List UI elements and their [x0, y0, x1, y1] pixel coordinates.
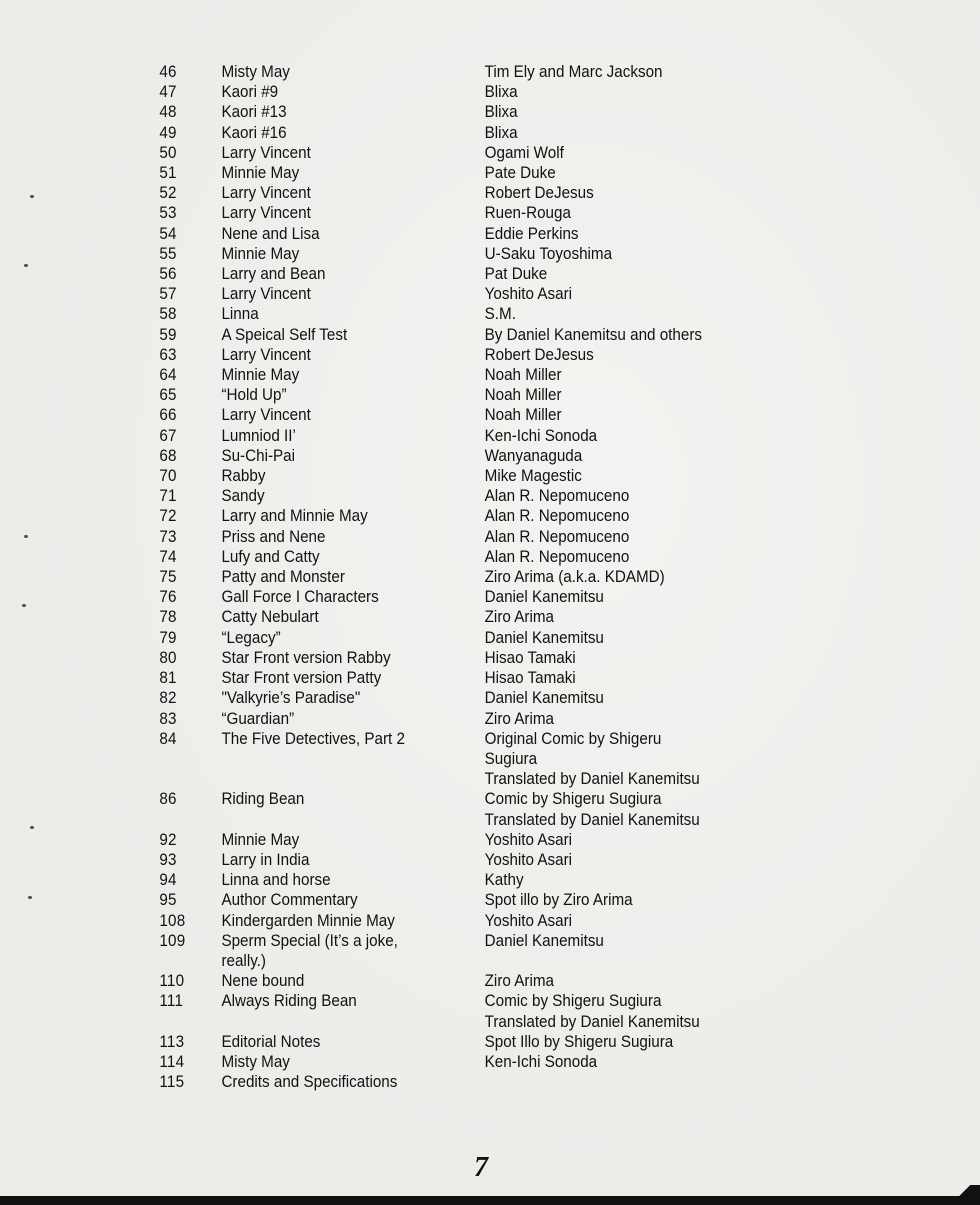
entry-page-number: 93: [159, 850, 177, 869]
entry-credit: Alan R. Nepomuceno: [484, 527, 630, 546]
entry-title: Star Front version Rabby: [221, 648, 391, 667]
entry-credit: Ziro Arima: [484, 709, 554, 728]
entry-page-number: 78: [159, 608, 177, 627]
toc-entry: [150, 628, 789, 648]
entry-credit: U-Saku Toyoshima: [484, 244, 613, 263]
entry-title: Kaori #13: [221, 103, 287, 122]
entry-credit: Pat Duke: [484, 265, 548, 284]
entry-credit: Noah Miller: [484, 406, 562, 425]
entry-page-number: 71: [159, 487, 177, 506]
entry-page-number: 72: [159, 507, 177, 526]
entry-page-number: 52: [159, 184, 177, 203]
toc-entry: [150, 224, 789, 244]
toc-entry: [150, 850, 789, 870]
entry-title: Sperm Special (It’s a joke, really.): [221, 931, 398, 970]
entry-page-number: 111: [159, 992, 184, 1011]
entry-title: Nene and Lisa: [221, 224, 320, 243]
entry-credit: Wanyanaguda: [484, 446, 583, 465]
entry-credit: Daniel Kanemitsu: [484, 689, 604, 708]
entry-page-number: 54: [159, 224, 177, 243]
entry-credit: Ogami Wolf: [484, 143, 564, 162]
toc-entry: [150, 82, 789, 102]
entry-page-number: 55: [159, 244, 177, 263]
entry-page-number: 109: [159, 931, 186, 950]
entry-credit: Hisao Tamaki: [484, 669, 576, 688]
entry-credit: Yoshito Asari: [484, 285, 573, 304]
toc-entry: [150, 426, 789, 446]
entry-page-number: 63: [159, 345, 177, 364]
toc-entry: [150, 789, 789, 829]
entry-page-number: 66: [159, 406, 177, 425]
entry-title: “Guardian”: [221, 709, 295, 728]
toc-entry: [150, 527, 789, 547]
entry-page-number: 49: [159, 123, 177, 142]
toc-entry: [150, 870, 789, 890]
toc-entry: [150, 911, 789, 931]
toc-entry: [150, 102, 789, 122]
entry-title: Patty and Monster: [221, 568, 345, 587]
entry-page-number: 65: [159, 386, 177, 405]
entry-page-number: 76: [159, 588, 177, 607]
entry-credit: Hisao Tamaki: [484, 648, 576, 667]
entry-credit: Daniel Kanemitsu: [484, 931, 604, 950]
entry-title: Linna: [221, 305, 259, 324]
entry-credit: Ziro Arima: [484, 972, 554, 991]
entry-credit: Yoshito Asari: [484, 830, 573, 849]
entry-page-number: 47: [159, 83, 177, 102]
entry-page-number: 82: [159, 689, 177, 708]
toc-entry: [150, 1072, 789, 1092]
entry-credit: Blixa: [484, 123, 518, 142]
toc-entry: [150, 709, 789, 729]
entry-credit: Kathy: [484, 871, 524, 890]
entry-page-number: 68: [159, 446, 177, 465]
toc-entry: [150, 405, 789, 425]
entry-credit: Blixa: [484, 83, 518, 102]
scan-speck: [22, 604, 26, 607]
entry-credit: Ziro Arima: [484, 608, 554, 627]
entry-title: Misty May: [221, 63, 290, 81]
scan-speck: [30, 195, 34, 198]
toc-entry: [150, 668, 789, 688]
entry-title: Minnie May: [221, 164, 300, 183]
entry-credit: Alan R. Nepomuceno: [484, 487, 630, 506]
entry-credit: Daniel Kanemitsu: [484, 628, 604, 647]
toc-entry: [150, 304, 789, 324]
entry-title: Larry in India: [221, 850, 310, 869]
entry-title: Larry and Bean: [221, 265, 326, 284]
scan-speck: [28, 896, 32, 899]
toc-entry: [150, 729, 789, 790]
entry-title: Kaori #9: [221, 83, 279, 102]
entry-credit: Pate Duke: [484, 164, 556, 183]
entry-page-number: 80: [159, 648, 177, 667]
entry-page-number: 114: [159, 1052, 185, 1071]
entry-title: Author Commentary: [221, 891, 358, 910]
entry-page-number: 59: [159, 325, 177, 344]
toc-entry: [150, 244, 789, 264]
entry-page-number: 56: [159, 265, 177, 284]
entry-title: "Valkyrie’s Paradise": [221, 689, 361, 708]
table-of-contents: [150, 62, 830, 1092]
entry-credit: By Daniel Kanemitsu and others: [484, 325, 703, 344]
entry-credit: Eddie Perkins: [484, 224, 579, 243]
toc-entry: [150, 163, 789, 183]
entry-page-number: 79: [159, 628, 177, 647]
toc-entry: [150, 547, 789, 567]
entry-page-number: 113: [159, 1032, 185, 1051]
toc-entry: [150, 143, 789, 163]
entry-title: Kaori #16: [221, 123, 287, 142]
toc-entry: [150, 385, 789, 405]
scan-corner-shadow: [950, 1185, 980, 1205]
entry-title: Minnie May: [221, 830, 300, 849]
entry-credit: Yoshito Asari: [484, 850, 573, 869]
entry-title: “Hold Up”: [221, 386, 287, 405]
toc-entry: [150, 365, 789, 385]
entry-title: Larry Vincent: [221, 285, 311, 304]
toc-entry: [150, 1052, 789, 1072]
toc-entry: [150, 991, 789, 1031]
entry-title: Always Riding Bean: [221, 992, 357, 1011]
toc-entry: [150, 123, 789, 143]
entry-title: Su-Chi-Pai: [221, 446, 296, 465]
toc-entry: [150, 1032, 789, 1052]
entry-title: Linna and horse: [221, 871, 331, 890]
toc-entry: [150, 62, 789, 82]
entry-page-number: 108: [159, 911, 186, 930]
entry-credit: Alan R. Nepomuceno: [484, 507, 630, 526]
entry-credit: Spot illo by Ziro Arima: [484, 891, 633, 910]
toc-entry: [150, 931, 789, 971]
entry-page-number: 86: [159, 790, 177, 809]
entry-title: Rabby: [221, 467, 266, 486]
toc-entry: [150, 183, 789, 203]
entry-credit: Yoshito Asari: [484, 911, 573, 930]
entry-page-number: 110: [159, 972, 185, 991]
entry-title: Larry Vincent: [221, 204, 311, 223]
toc-entry: [150, 830, 789, 850]
entry-title: Larry Vincent: [221, 345, 311, 364]
entry-page-number: 83: [159, 709, 177, 728]
entry-title: Misty May: [221, 1052, 290, 1071]
toc-entry: [150, 284, 789, 304]
entry-credit: Ken-Ichi Sonoda: [484, 426, 598, 445]
entry-page-number: 84: [159, 729, 177, 748]
entry-credit: Ziro Arima (a.k.a. KDAMD): [484, 568, 665, 587]
entry-title: A Speical Self Test: [221, 325, 348, 344]
entry-title: Larry Vincent: [221, 406, 311, 425]
entry-title: Catty Nebulart: [221, 608, 319, 627]
entry-page-number: 115: [159, 1073, 185, 1092]
entry-title: Lufy and Catty: [221, 547, 320, 566]
entry-page-number: 70: [159, 467, 177, 486]
entry-title: Nene bound: [221, 972, 305, 991]
toc-entry: [150, 587, 789, 607]
entry-page-number: 81: [159, 669, 177, 688]
page-number: 7: [474, 1152, 488, 1183]
entry-credit: Alan R. Nepomuceno: [484, 547, 630, 566]
toc-entry: [150, 203, 789, 223]
entry-title: Lumniod II’: [221, 426, 296, 445]
entry-page-number: 50: [159, 143, 177, 162]
entry-credit: Comic by Shigeru Sugiura Translated by Daniel Kanemitsu: [484, 790, 700, 829]
toc-entry: [150, 688, 789, 708]
toc-entry: [150, 506, 789, 526]
entry-credit: Ken-Ichi Sonoda: [484, 1052, 598, 1071]
entry-credit: Original Comic by Shigeru Sugiura Translated by Daniel Kanemitsu: [484, 729, 700, 789]
toc-entry: [150, 567, 789, 587]
scan-speck: [24, 535, 28, 538]
toc-entry: [150, 971, 789, 991]
entry-page-number: 75: [159, 568, 177, 587]
entry-credit: Noah Miller: [484, 366, 562, 385]
entry-page-number: 58: [159, 305, 177, 324]
toc-entry: [150, 486, 789, 506]
entry-title: Larry and Minnie May: [221, 507, 368, 526]
toc-entry: [150, 446, 789, 466]
entry-title: Minnie May: [221, 366, 300, 385]
entry-credit: Blixa: [484, 103, 518, 122]
entry-page-number: 74: [159, 547, 177, 566]
entry-page-number: 51: [159, 164, 177, 183]
entry-title: Riding Bean: [221, 790, 305, 809]
entry-credit: Tim Ely and Marc Jackson: [484, 63, 663, 81]
entry-page-number: 92: [159, 830, 177, 849]
entry-title: The Five Detectives, Part 2: [221, 729, 405, 748]
entry-title: Larry Vincent: [221, 143, 311, 162]
entry-credit: Robert DeJesus: [484, 345, 594, 364]
entry-title: Credits and Specifications: [221, 1073, 398, 1092]
toc-entry: [150, 890, 789, 910]
scan-speck: [30, 826, 34, 829]
entry-credit: Robert DeJesus: [484, 184, 594, 203]
toc-entry: [150, 264, 789, 284]
entry-credit: Comic by Shigeru Sugiura Translated by Daniel Kanemitsu: [484, 992, 700, 1031]
scan-speck: [24, 264, 28, 267]
entry-title: Star Front version Patty: [221, 669, 382, 688]
entry-page-number: 53: [159, 204, 177, 223]
entry-title: Kindergarden Minnie May: [221, 911, 395, 930]
entry-title: Sandy: [221, 487, 265, 506]
entry-credit: Mike Magestic: [484, 467, 582, 486]
toc-entry: [150, 607, 789, 627]
entry-page-number: 73: [159, 527, 177, 546]
entry-credit: Spot Illo by Shigeru Sugiura: [484, 1032, 674, 1051]
entry-credit: Noah Miller: [484, 386, 562, 405]
entry-page-number: 57: [159, 285, 177, 304]
entry-page-number: 67: [159, 426, 177, 445]
entry-title: Gall Force I Characters: [221, 588, 379, 607]
entry-page-number: 46: [159, 63, 177, 81]
entry-title: Editorial Notes: [221, 1032, 321, 1051]
toc-entry: [150, 325, 789, 345]
entry-credit: S.M.: [484, 305, 516, 324]
entry-page-number: 94: [159, 871, 177, 890]
scan-edge-bar: [0, 1196, 980, 1205]
entry-title: Minnie May: [221, 244, 300, 263]
entry-title: Larry Vincent: [221, 184, 311, 203]
toc-entry: [150, 345, 789, 365]
entry-page-number: 48: [159, 103, 177, 122]
entry-page-number: 95: [159, 891, 177, 910]
entry-title: “Legacy”: [221, 628, 281, 647]
toc-entry: [150, 466, 789, 486]
entry-credit: Daniel Kanemitsu: [484, 588, 604, 607]
entry-credit: Ruen-Rouga: [484, 204, 571, 223]
entry-title: Priss and Nene: [221, 527, 326, 546]
toc-entry: [150, 648, 789, 668]
entry-page-number: 64: [159, 366, 177, 385]
